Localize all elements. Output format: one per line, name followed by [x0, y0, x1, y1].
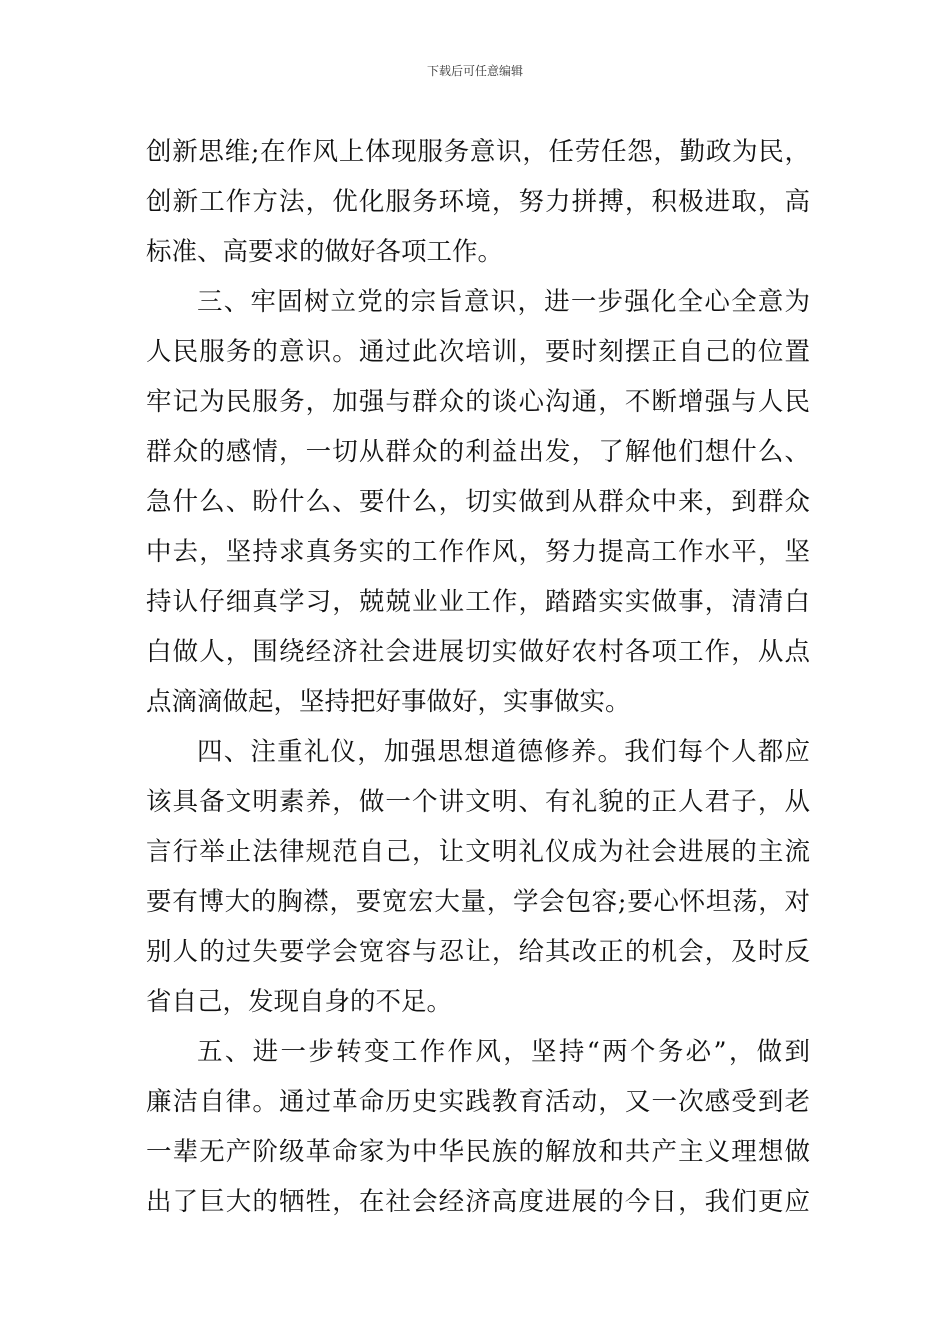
text-line: 五、进一步转变工作作风，坚持“两个务必”，做到 — [197, 1037, 810, 1067]
document-body — [146, 127, 810, 1227]
page-header: 下载后可任意编辑 — [426, 64, 523, 78]
text-line: 该具备文明素养，做一个讲文明、有礼貌的正人君子，从 — [146, 787, 810, 817]
text-line: 言行举止法律规范自己，让文明礼仪成为社会进展的主流 — [146, 837, 810, 867]
text-line: 牢记为民服务，加强与群众的谈心沟通，不断增强与人民 — [146, 387, 810, 417]
text-line: 创新思维;在作风上体现服务意识，任劳任怨，勤政为民， — [146, 137, 810, 167]
text-line: 三、牢固树立党的宗旨意识，进一步强化全心全意为 — [197, 287, 810, 317]
paragraph — [146, 1027, 810, 1227]
text-line: 出了巨大的牺牲，在社会经济高度进展的今日，我们更应 — [146, 1187, 810, 1217]
text-line: 急什么、盼什么、要什么，切实做到从群众中来，到群众 — [146, 487, 810, 517]
text-line: 要有博大的胸襟，要宽宏大量，学会包容;要心怀坦荡，对 — [146, 887, 810, 917]
paragraph — [146, 277, 810, 727]
text-line: 持认仔细真学习，兢兢业业工作，踏踏实实做事，清清白 — [146, 587, 810, 617]
text-line: 别人的过失要学会宽容与忍让，给其改正的机会，及时反 — [146, 937, 810, 967]
text-line: 省自己，发现自身的不足。 — [146, 987, 453, 1017]
text-line: 点滴滴做起，坚持把好事做好，实事做实。 — [146, 687, 631, 717]
text-line: 一辈无产阶级革命家为中华民族的解放和共产主义理想做 — [146, 1137, 810, 1167]
text-line: 白做人，围绕经济社会进展切实做好农村各项工作，从点 — [146, 637, 810, 667]
paragraph — [146, 727, 810, 1027]
text-line: 四、注重礼仪，加强思想道德修养。我们每个人都应 — [197, 737, 810, 767]
text-line: 创新工作方法，优化服务环境，努力拼搏，积极进取，高 — [146, 187, 810, 217]
paragraph — [146, 127, 810, 277]
text-line: 廉洁自律。通过革命历史实践教育活动，又一次感受到老 — [146, 1087, 810, 1117]
text-line: 人民服务的意识。通过此次培训，要时刻摆正自己的位置 — [146, 337, 810, 367]
text-line: 中去，坚持求真务实的工作作风，努力提高工作水平，坚 — [146, 537, 810, 567]
text-line: 标准、高要求的做好各项工作。 — [146, 237, 504, 267]
text-line: 群众的感情，一切从群众的利益出发，了解他们想什么、 — [146, 437, 810, 467]
